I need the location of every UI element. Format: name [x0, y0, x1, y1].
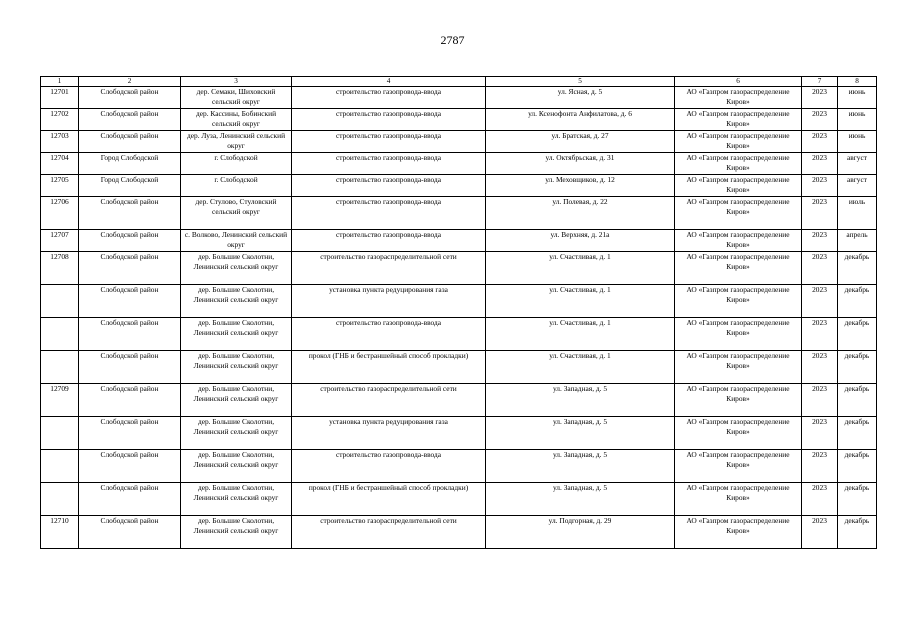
address-cell: ул. Западная, д. 5 — [486, 384, 675, 417]
work-type-cell: прокол (ГНБ и бестраншейный способ прокладки) — [292, 351, 486, 384]
work-type-cell: строительство газопровода-ввода — [292, 197, 486, 230]
locality-cell: дер. Семаки, Шиховский сельский округ — [181, 87, 292, 109]
month-cell: апрель — [838, 230, 877, 252]
table-row — [41, 417, 877, 450]
month-cell: июль — [838, 197, 877, 230]
locality-cell: дер. Большие Сколотни, Ленинский сельский округ — [181, 318, 292, 351]
district-cell: Город Слободской — [79, 153, 181, 175]
year-cell: 2023 — [802, 230, 838, 252]
work-type-cell: строительство газораспределительной сети — [292, 252, 486, 285]
year-cell: 2023 — [802, 87, 838, 109]
month-cell: декабрь — [838, 252, 877, 285]
month-cell: декабрь — [838, 516, 877, 549]
year-cell: 2023 — [802, 483, 838, 516]
district-cell: Слободской район — [79, 252, 181, 285]
work-type-cell: строительство газопровода-ввода — [292, 87, 486, 109]
table-row — [41, 483, 877, 516]
organization-cell: АО «Газпром газораспределение Киров» — [675, 252, 802, 285]
address-cell: ул. Ясная, д. 5 — [486, 87, 675, 109]
work-type-cell: строительство газораспределительной сети — [292, 384, 486, 417]
address-cell: ул. Полевая, д. 22 — [486, 197, 675, 230]
organization-cell: АО «Газпром газораспределение Киров» — [675, 483, 802, 516]
column-number: 5 — [486, 77, 675, 87]
year-cell: 2023 — [802, 516, 838, 549]
locality-cell: дер. Большие Сколотни, Ленинский сельский округ — [181, 351, 292, 384]
district-cell: Слободской район — [79, 131, 181, 153]
table-body — [41, 87, 877, 549]
address-cell: ул. Счастливая, д. 1 — [486, 252, 675, 285]
year-cell: 2023 — [802, 131, 838, 153]
year-cell: 2023 — [802, 351, 838, 384]
locality-cell: дер. Большие Сколотни, Ленинский сельский округ — [181, 483, 292, 516]
district-cell: Слободской район — [79, 384, 181, 417]
locality-cell: дер. Большие Сколотни, Ленинский сельский округ — [181, 252, 292, 285]
address-cell: ул. Братская, д. 27 — [486, 131, 675, 153]
work-type-cell: строительство газораспределительной сети — [292, 516, 486, 549]
district-cell: Слободской район — [79, 230, 181, 252]
page-number: 2787 — [440, 33, 465, 47]
locality-cell: с. Волково, Ленинский сельский округ — [181, 230, 292, 252]
month-cell: декабрь — [838, 351, 877, 384]
row-number-cell — [41, 417, 79, 450]
column-number: 7 — [802, 77, 838, 87]
locality-cell: дер. Большие Сколотни, Ленинский сельский округ — [181, 516, 292, 549]
address-cell: ул. Верхняя, д. 21а — [486, 230, 675, 252]
column-number: 3 — [181, 77, 292, 87]
organization-cell: АО «Газпром газораспределение Киров» — [675, 230, 802, 252]
address-cell: ул. Подгорная, д. 29 — [486, 516, 675, 549]
column-number: 4 — [292, 77, 486, 87]
organization-cell: АО «Газпром газораспределение Киров» — [675, 131, 802, 153]
column-number: 8 — [838, 77, 877, 87]
month-cell: август — [838, 153, 877, 175]
month-cell: декабрь — [838, 417, 877, 450]
address-cell: ул. Счастливая, д. 1 — [486, 351, 675, 384]
table-row — [41, 175, 877, 197]
table-row — [41, 131, 877, 153]
work-type-cell: строительство газопровода-ввода — [292, 175, 486, 197]
table-row — [41, 153, 877, 175]
row-number-cell — [41, 318, 79, 351]
organization-cell: АО «Газпром газораспределение Киров» — [675, 384, 802, 417]
column-number: 6 — [675, 77, 802, 87]
month-cell: июнь — [838, 131, 877, 153]
work-type-cell: прокол (ГНБ и бестраншейный способ прокладки) — [292, 483, 486, 516]
address-cell: ул. Счастливая, д. 1 — [486, 318, 675, 351]
row-number-cell: 12710 — [41, 516, 79, 549]
table-row — [41, 252, 877, 285]
table-row — [41, 285, 877, 318]
organization-cell: АО «Газпром газораспределение Киров» — [675, 318, 802, 351]
year-cell: 2023 — [802, 109, 838, 131]
row-number-cell: 12704 — [41, 153, 79, 175]
organization-cell: АО «Газпром газораспределение Киров» — [675, 87, 802, 109]
district-cell: Слободской район — [79, 516, 181, 549]
row-number-cell: 12702 — [41, 109, 79, 131]
locality-cell: дер. Кассины, Бобинский сельский округ — [181, 109, 292, 131]
row-number-cell — [41, 285, 79, 318]
column-number: 1 — [41, 77, 79, 87]
row-number-cell: 12707 — [41, 230, 79, 252]
year-cell: 2023 — [802, 384, 838, 417]
month-cell: июнь — [838, 109, 877, 131]
locality-cell: г. Слободской — [181, 153, 292, 175]
locality-cell: дер. Стулово, Стуловский сельский округ — [181, 197, 292, 230]
locality-cell: дер. Большие Сколотни, Ленинский сельский округ — [181, 285, 292, 318]
table-row — [41, 87, 877, 109]
organization-cell: АО «Газпром газораспределение Киров» — [675, 516, 802, 549]
month-cell: декабрь — [838, 384, 877, 417]
district-cell: Слободской район — [79, 109, 181, 131]
address-cell: ул. Западная, д. 5 — [486, 417, 675, 450]
year-cell: 2023 — [802, 153, 838, 175]
year-cell: 2023 — [802, 175, 838, 197]
organization-cell: АО «Газпром газораспределение Киров» — [675, 450, 802, 483]
address-cell: ул. Счастливая, д. 1 — [486, 285, 675, 318]
work-type-cell: строительство газопровода-ввода — [292, 230, 486, 252]
organization-cell: АО «Газпром газораспределение Киров» — [675, 417, 802, 450]
month-cell: декабрь — [838, 483, 877, 516]
row-number-cell — [41, 450, 79, 483]
address-cell: ул. Ксенофонта Анфилатова, д. 6 — [486, 109, 675, 131]
year-cell: 2023 — [802, 252, 838, 285]
year-cell: 2023 — [802, 197, 838, 230]
locality-cell: дер. Большие Сколотни, Ленинский сельский округ — [181, 384, 292, 417]
district-cell: Слободской район — [79, 417, 181, 450]
organization-cell: АО «Газпром газораспределение Киров» — [675, 197, 802, 230]
work-type-cell: строительство газопровода-ввода — [292, 318, 486, 351]
row-number-cell: 12701 — [41, 87, 79, 109]
district-cell: Слободской район — [79, 87, 181, 109]
address-cell: ул. Западная, д. 5 — [486, 450, 675, 483]
organization-cell: АО «Газпром газораспределение Киров» — [675, 175, 802, 197]
table-row — [41, 516, 877, 549]
month-cell: декабрь — [838, 450, 877, 483]
work-type-cell: строительство газопровода-ввода — [292, 109, 486, 131]
work-type-cell: строительство газопровода-ввода — [292, 153, 486, 175]
row-number-cell — [41, 483, 79, 516]
organization-cell: АО «Газпром газораспределение Киров» — [675, 153, 802, 175]
year-cell: 2023 — [802, 318, 838, 351]
row-number-cell: 12709 — [41, 384, 79, 417]
table-row — [41, 351, 877, 384]
month-cell: декабрь — [838, 318, 877, 351]
row-number-cell — [41, 351, 79, 384]
year-cell: 2023 — [802, 285, 838, 318]
organization-cell: АО «Газпром газораспределение Киров» — [675, 285, 802, 318]
locality-cell: дер. Большие Сколотни, Ленинский сельский округ — [181, 450, 292, 483]
work-type-cell: установка пункта редуцирования газа — [292, 285, 486, 318]
row-number-cell: 12706 — [41, 197, 79, 230]
address-cell: ул. Меховщиков, д. 12 — [486, 175, 675, 197]
organization-cell: АО «Газпром газораспределение Киров» — [675, 351, 802, 384]
work-type-cell: установка пункта редуцирования газа — [292, 417, 486, 450]
table-row — [41, 450, 877, 483]
district-cell: Слободской район — [79, 351, 181, 384]
row-number-cell: 12708 — [41, 252, 79, 285]
table-row — [41, 197, 877, 230]
month-cell: июнь — [838, 87, 877, 109]
locality-cell: дер. Луза, Ленинский сельский округ — [181, 131, 292, 153]
district-cell: Город Слободской — [79, 175, 181, 197]
district-cell: Слободской район — [79, 285, 181, 318]
row-number-cell: 12705 — [41, 175, 79, 197]
address-cell: ул. Западная, д. 5 — [486, 483, 675, 516]
work-type-cell: строительство газопровода-ввода — [292, 450, 486, 483]
column-number: 2 — [79, 77, 181, 87]
district-cell: Слободской район — [79, 318, 181, 351]
table-row — [41, 384, 877, 417]
organization-cell: АО «Газпром газораспределение Киров» — [675, 109, 802, 131]
district-cell: Слободской район — [79, 483, 181, 516]
work-type-cell: строительство газопровода-ввода — [292, 131, 486, 153]
year-cell: 2023 — [802, 417, 838, 450]
column-number-row — [41, 77, 877, 87]
month-cell: декабрь — [838, 285, 877, 318]
district-cell: Слободской район — [79, 450, 181, 483]
locality-cell: г. Слободской — [181, 175, 292, 197]
row-number-cell: 12703 — [41, 131, 79, 153]
year-cell: 2023 — [802, 450, 838, 483]
table-row — [41, 230, 877, 252]
table-row — [41, 318, 877, 351]
registry-table — [40, 76, 877, 549]
table-row — [41, 109, 877, 131]
locality-cell: дер. Большие Сколотни, Ленинский сельский округ — [181, 417, 292, 450]
month-cell: август — [838, 175, 877, 197]
district-cell: Слободской район — [79, 197, 181, 230]
address-cell: ул. Октябрьская, д. 31 — [486, 153, 675, 175]
